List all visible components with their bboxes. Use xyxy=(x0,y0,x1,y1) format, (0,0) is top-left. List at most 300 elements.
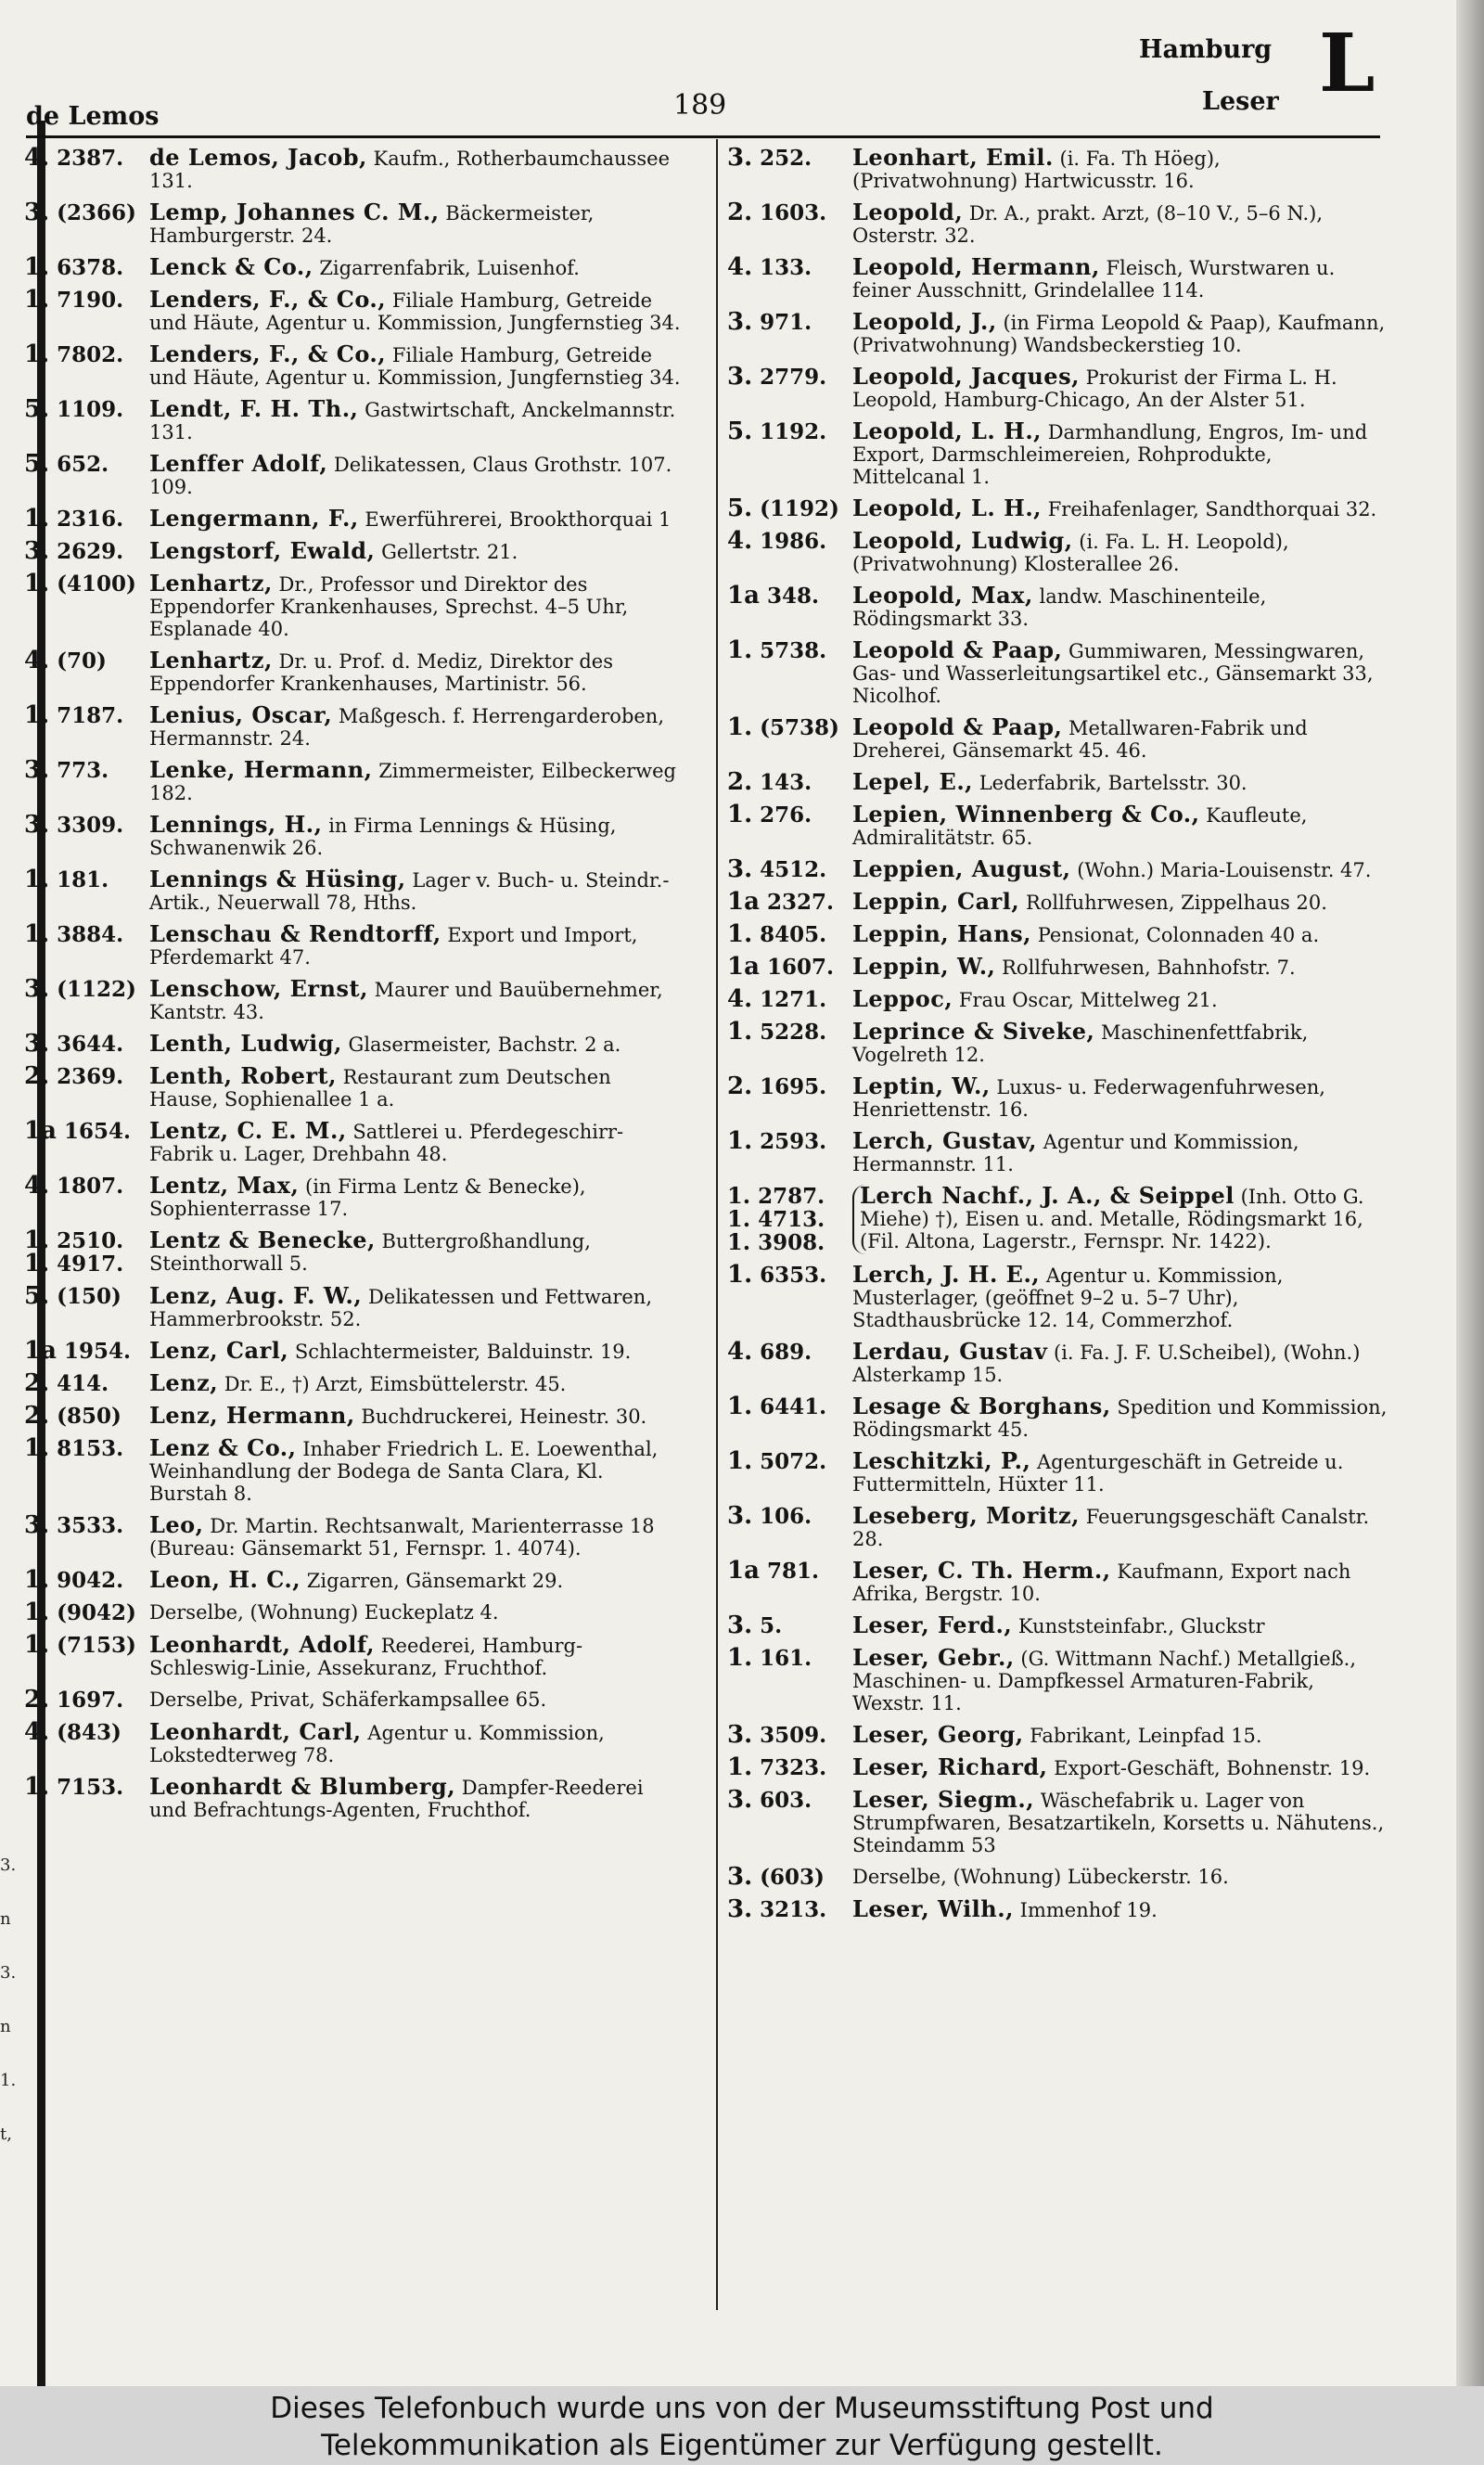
phone-numbers xyxy=(727,1644,852,1714)
entry-details: Zigarren, Gänsemarkt 29. xyxy=(306,1570,564,1592)
entry-name: Lenke, Hermann, xyxy=(149,756,373,783)
phone-number xyxy=(24,1172,149,1200)
entry-body xyxy=(852,1018,1388,1066)
entry-details: Agentur und Kommission, Hermannstr. 11. xyxy=(852,1131,1299,1175)
phone-number xyxy=(727,1863,852,1891)
entry-body xyxy=(852,1786,1388,1856)
phone-numbers xyxy=(727,1395,852,1441)
phone-number xyxy=(727,584,852,608)
exchange-zone: 3. xyxy=(727,1863,753,1891)
entry-name: Lenffer Adolf, xyxy=(149,450,328,477)
phone-numbers xyxy=(24,701,149,750)
listing-entry xyxy=(727,1502,1388,1550)
exchange-zone: 3. xyxy=(727,1502,753,1530)
entry-name: Lennings, H., xyxy=(149,811,323,838)
entry-body xyxy=(149,1030,684,1057)
entry-details: (Wohn.) Maria-Louisenstr. 47. xyxy=(1077,859,1372,881)
entry-name: Lenth, Robert, xyxy=(149,1062,337,1089)
entry-details: Glasermeister, Bachstr. 2 a. xyxy=(348,1034,621,1056)
exchange-zone: 1. xyxy=(24,1226,50,1254)
phone-number xyxy=(727,768,852,796)
entry-body xyxy=(852,1127,1388,1175)
phone-numbers xyxy=(24,1226,149,1277)
entry-body xyxy=(852,253,1388,302)
entry-body xyxy=(149,1337,684,1364)
listing-entry xyxy=(727,417,1388,488)
listing-entry xyxy=(24,1434,684,1505)
header-last-entry: Leser xyxy=(1202,87,1279,116)
phone-numbers xyxy=(24,1062,149,1111)
entry-details: Agentur u. Kommission, Lokstedterweg 78. xyxy=(149,1722,605,1766)
phone-numbers xyxy=(24,572,149,640)
entry-details: Agenturgeschäft in Getreide u. Futtermitteln, Hüxter 11. xyxy=(852,1451,1344,1496)
entry-details: (Inh. Otto G. Miehe) †), Eisen u. and. Metalle, Rödingsmarkt 16, (Fil. Altona, Lagerstr., Fernspr. Nr. 1422). xyxy=(860,1186,1364,1252)
phone-no: 7190. xyxy=(57,288,124,313)
listing-entry xyxy=(24,1030,684,1058)
entry-name: Lentz, Max, xyxy=(149,1172,300,1199)
entry-body xyxy=(149,507,684,531)
phone-number xyxy=(24,1030,149,1058)
phone-number xyxy=(24,253,149,281)
phone-no: 971. xyxy=(760,310,812,335)
phone-numbers xyxy=(727,953,852,981)
entry-name: Lengstorf, Ewald, xyxy=(149,537,376,564)
phone-no: 1654. xyxy=(63,1119,131,1144)
phone-numbers xyxy=(24,1282,149,1330)
phone-number xyxy=(727,1261,852,1289)
listing-entry xyxy=(727,713,1388,762)
exchange-zone: 3. xyxy=(727,1721,753,1749)
listing-entry xyxy=(727,1395,1388,1441)
phone-numbers xyxy=(24,868,149,914)
entry-details: Buttergroßhandlung, Steinthorwall 5. xyxy=(149,1230,591,1275)
phone-no: 2787. xyxy=(758,1184,825,1209)
exchange-zone: 3. xyxy=(24,1511,50,1539)
entry-name: Lentz & Benecke, xyxy=(149,1226,376,1253)
phone-no: 1986. xyxy=(760,529,827,554)
entry-name: Leppin, Hans, xyxy=(852,920,1032,947)
entry-name: Leo, xyxy=(149,1511,204,1538)
entry-details: Lederfabrik, Bartelsstr. 30. xyxy=(979,772,1247,794)
entry-body xyxy=(852,888,1388,915)
entry-details: Derselbe, Privat, Schäferkampsallee 65. xyxy=(149,1688,547,1711)
listing-entry xyxy=(727,1644,1388,1714)
listing-entry xyxy=(24,395,684,443)
phone-number xyxy=(24,1718,149,1746)
phone-numbers xyxy=(727,855,852,883)
exchange-zone: 4. xyxy=(24,1172,50,1200)
entry-details: landw. Maschinenteile, Rödingsmarkt 33. xyxy=(852,585,1267,630)
exchange-zone: 1. xyxy=(24,866,50,893)
exchange-zone: 3. xyxy=(24,811,50,839)
phone-numbers xyxy=(727,713,852,762)
listing-entry xyxy=(727,1753,1388,1781)
phone-numbers xyxy=(24,1369,149,1397)
entry-details: Export-Geschäft, Bohnenstr. 19. xyxy=(1054,1757,1371,1779)
phone-no: 4917. xyxy=(57,1252,124,1277)
exchange-zone: 2. xyxy=(727,768,753,796)
entry-details: Kaufmann, Export nach Afrika, Bergstr. 10. xyxy=(852,1560,1351,1605)
exchange-zone: 4. xyxy=(24,144,50,172)
entry-details: Feuerungsgeschäft Canalstr. 28. xyxy=(852,1506,1370,1550)
phone-number xyxy=(727,920,852,948)
exchange-zone: 3. xyxy=(727,308,753,336)
phone-numbers xyxy=(727,1338,852,1386)
phone-number xyxy=(727,953,852,981)
phone-number xyxy=(727,308,852,336)
phone-number xyxy=(727,985,852,1013)
entry-details: Restaurant zum Deutschen Hause, Sophienallee 1 a. xyxy=(149,1066,611,1111)
entry-name: Lesage & Borghans, xyxy=(852,1393,1111,1419)
entry-body xyxy=(149,253,684,280)
phone-numbers xyxy=(727,1502,852,1550)
exchange-zone: 3. xyxy=(24,756,50,784)
listing-entry xyxy=(24,1511,684,1560)
entry-details: Dr. A., prakt. Arzt, (8–10 V., 5–6 N.), Osterstr. 32. xyxy=(852,202,1324,247)
phone-no: (5738) xyxy=(760,715,839,740)
listing-entry xyxy=(727,1127,1388,1175)
phone-number xyxy=(727,494,852,522)
listing-entry xyxy=(24,1773,684,1821)
phone-no: 1697. xyxy=(57,1688,124,1713)
phone-no: (9042) xyxy=(57,1600,136,1625)
listing-entry xyxy=(24,1718,684,1766)
entry-body xyxy=(149,868,684,914)
listing-entry xyxy=(727,1338,1388,1386)
entry-details: Export und Import, Pferdemarkt 47. xyxy=(149,924,638,969)
entry-body xyxy=(149,1566,684,1593)
phone-number xyxy=(24,144,149,172)
phone-no: 1807. xyxy=(57,1174,124,1199)
entry-name: Leprince & Siveke, xyxy=(852,1018,1095,1045)
header-city: Hamburg xyxy=(1139,35,1273,64)
entry-name: Leonhart, Emil. xyxy=(852,144,1054,171)
entry-name: Leschitzki, P., xyxy=(852,1447,1031,1474)
entry-name: Lenders, F., & Co., xyxy=(149,286,387,313)
entry-details: Dr., Professor und Direktor des Eppendorfer Krankenhauses, Sprechst. 4–5 Uhr, Esplanade 40. xyxy=(149,573,629,640)
entry-details: Delikatessen, Claus Grothstr. 107. 109. xyxy=(149,454,672,498)
entry-body xyxy=(149,975,684,1023)
entry-name: Lenck & Co., xyxy=(149,253,313,280)
phone-no: (843) xyxy=(57,1720,122,1745)
exchange-zone: 4. xyxy=(24,1718,50,1746)
phone-numbers xyxy=(727,417,852,488)
section-letter: L xyxy=(1319,17,1375,110)
phone-no: 8405. xyxy=(760,922,827,947)
phone-no: 1603. xyxy=(760,200,827,225)
phone-number xyxy=(727,1611,852,1639)
exchange-zone: 1. xyxy=(727,1127,753,1155)
phone-no: 348. xyxy=(766,584,819,609)
phone-numbers xyxy=(727,1127,852,1175)
edge-fragment: t, xyxy=(0,2125,12,2144)
entry-details: Metallwaren-Fabrik und Dreherei, Gänsemarkt 45. 46. xyxy=(852,717,1308,762)
phone-number xyxy=(24,1566,149,1594)
phone-no: 2629. xyxy=(57,539,124,564)
entry-name: Leopold, Jacques, xyxy=(852,363,1080,390)
listing-entry xyxy=(24,1688,684,1712)
listing-entry xyxy=(24,286,684,334)
phone-no: (4100) xyxy=(57,571,136,597)
phone-number xyxy=(727,253,852,281)
exchange-zone: 3. xyxy=(727,363,753,391)
entry-body xyxy=(852,803,1388,849)
entry-details: (G. Wittmann Nachf.) Metallgieß., Maschinen- u. Dampfkessel Armaturen-Fabrik, Wexstr. 11. xyxy=(852,1648,1356,1714)
phone-no: 414. xyxy=(57,1371,109,1396)
entry-name: Lenz, Carl, xyxy=(149,1337,289,1364)
listing-entry xyxy=(24,1172,684,1220)
exchange-zone: 1. xyxy=(727,1447,753,1475)
phone-numbers xyxy=(727,636,852,707)
entry-body xyxy=(852,201,1388,247)
phone-no: (1192) xyxy=(760,496,839,521)
phone-numbers xyxy=(24,1434,149,1505)
entry-name: Leppin, W., xyxy=(852,953,996,980)
exchange-zone: 1. xyxy=(24,1566,50,1594)
phone-numbers xyxy=(24,1402,149,1430)
listing-entry xyxy=(727,985,1388,1013)
entry-body xyxy=(852,1447,1388,1496)
entry-details: Luxus- u. Federwagenfuhrwesen, Henriettenstr. 16. xyxy=(852,1076,1325,1121)
exchange-zone: 5. xyxy=(727,494,753,522)
phone-no: 1271. xyxy=(760,987,827,1012)
header-first-entry: de Lemos xyxy=(26,102,160,131)
phone-no: 2779. xyxy=(760,365,827,390)
exchange-zone: 4. xyxy=(727,1338,753,1366)
phone-numbers xyxy=(24,450,149,498)
phone-number xyxy=(727,201,852,225)
phone-number xyxy=(727,855,852,883)
entry-body xyxy=(852,953,1388,980)
phone-number xyxy=(24,1369,149,1397)
exchange-zone: 1. xyxy=(24,1773,50,1801)
phone-no: 5. xyxy=(760,1613,783,1638)
entry-name: Lerch, J. H. E., xyxy=(852,1261,1041,1288)
phone-no: 7802. xyxy=(57,342,124,367)
entry-name: Leppien, August, xyxy=(852,855,1071,882)
phone-numbers xyxy=(24,1337,149,1365)
entry-details: Rollfuhrwesen, Zippelhaus 20. xyxy=(1025,892,1327,914)
phone-numbers xyxy=(727,888,852,916)
entry-details: Gastwirtschaft, Anckelmannstr. 131. xyxy=(149,399,676,443)
phone-numbers xyxy=(727,1863,852,1891)
entry-body xyxy=(149,920,684,969)
entry-body xyxy=(852,713,1388,762)
entry-details: Wäschefabrik u. Lager von Strumpfwaren, Besatzartikeln, Korsetts u. Nähutens., Steindamm 53 xyxy=(852,1790,1385,1856)
entry-name: Lenz & Co., xyxy=(149,1434,297,1461)
entry-details: Spedition und Kommission, Rödingsmarkt 45. xyxy=(852,1396,1388,1441)
listing-entry xyxy=(24,1117,684,1165)
phone-no: (7153) xyxy=(57,1633,136,1658)
phone-numbers xyxy=(727,1261,852,1331)
phone-no: 3309. xyxy=(57,813,124,838)
listing-entry xyxy=(727,1611,1388,1639)
phone-no: 161. xyxy=(760,1646,812,1671)
entry-name: Leonhardt, Carl, xyxy=(149,1718,362,1745)
phone-numbers xyxy=(727,1182,852,1255)
listing-entry xyxy=(24,201,684,247)
phone-no: 603. xyxy=(760,1788,812,1813)
entry-name: Leser, Gebr., xyxy=(852,1644,1015,1671)
entry-name: Lepien, Winnenberg & Co., xyxy=(852,801,1200,828)
entry-details: (in Firma Lentz & Benecke), Sophienterrasse 17. xyxy=(149,1175,586,1220)
phone-no: 1192. xyxy=(760,419,827,444)
entry-name: Leopold & Paap, xyxy=(852,636,1063,663)
exchange-zone: 1. xyxy=(727,713,753,741)
listing-entry xyxy=(24,1062,684,1111)
phone-numbers xyxy=(24,1117,149,1165)
exchange-zone: 1. xyxy=(24,920,50,948)
entry-details: Kaufleute, Admiralitätstr. 65. xyxy=(852,804,1308,849)
listing-entry xyxy=(24,701,684,750)
page-edge xyxy=(1456,0,1484,2386)
exchange-zone: 3. xyxy=(727,1895,753,1923)
listing-entry xyxy=(24,649,684,695)
entry-details: Kunststeinfabr., Gluckstr xyxy=(1017,1615,1265,1637)
exchange-zone: 1a xyxy=(24,1117,57,1145)
entry-body xyxy=(149,1631,684,1679)
entry-details: Darmhandlung, Engros, Im- und Export, Darmschleimereien, Rohprodukte, Mittelcanal 1. xyxy=(852,421,1368,488)
phone-number xyxy=(24,1631,149,1659)
entry-details: (in Firma Leopold & Paap), Kaufmann,(Privatwohnung) Wandsbeckerstieg 10. xyxy=(852,312,1386,356)
exchange-zone: 2. xyxy=(727,1072,753,1100)
phone-number xyxy=(727,888,852,916)
listing-entry xyxy=(24,811,684,859)
entry-name: Lerch, Gustav, xyxy=(852,1127,1037,1154)
phone-number xyxy=(24,756,149,784)
entry-name: Leopold, Ludwig, xyxy=(852,527,1073,554)
listing-entry xyxy=(727,494,1388,522)
phone-no: 5738. xyxy=(760,638,827,663)
entry-details: Zigarrenfabrik, Luisenhof. xyxy=(319,257,580,279)
entry-name: de Lemos, Jacob, xyxy=(149,144,367,171)
listing-entry xyxy=(727,1072,1388,1121)
entry-body xyxy=(149,1172,684,1220)
phone-no: 1954. xyxy=(63,1339,131,1364)
phone-numbers xyxy=(727,1447,852,1496)
listing-entry xyxy=(727,253,1388,302)
phone-no: (2366) xyxy=(57,200,136,225)
phone-no: (1122) xyxy=(57,977,136,1002)
phone-number xyxy=(727,527,852,555)
entry-body xyxy=(852,584,1388,630)
phone-number xyxy=(727,1753,852,1781)
phone-numbers xyxy=(24,395,149,443)
phone-no: 1109. xyxy=(57,397,124,422)
entry-details: Ewerführerei, Brookthorquai 1 xyxy=(365,508,672,531)
phone-numbers xyxy=(727,1786,852,1856)
entry-name: Lenius, Oscar, xyxy=(149,701,333,728)
entry-name: Lepel, E., xyxy=(852,768,974,795)
exchange-zone: 1. xyxy=(24,286,50,314)
phone-no: 6378. xyxy=(57,255,124,280)
phone-no: 276. xyxy=(760,802,812,828)
entry-name: Lemp, Johannes C. M., xyxy=(149,199,440,225)
entry-body xyxy=(852,1338,1388,1386)
entry-body xyxy=(852,1721,1388,1748)
exchange-zone: 1a xyxy=(727,1557,760,1585)
phone-no: 3644. xyxy=(57,1032,124,1057)
phone-no: 181. xyxy=(57,867,109,892)
listing-entry xyxy=(24,975,684,1023)
right-column xyxy=(727,144,1388,1931)
phone-numbers xyxy=(727,1753,852,1781)
entry-details: Gellertstr. 21. xyxy=(381,541,518,563)
phone-number xyxy=(727,1072,852,1100)
phone-number xyxy=(24,201,149,225)
phone-number xyxy=(727,417,852,445)
phone-no: 7187. xyxy=(57,703,124,728)
left-column xyxy=(24,144,684,1830)
entry-details: Derselbe, (Wohnung) Euckeplatz 4. xyxy=(149,1601,499,1624)
entry-body xyxy=(852,1753,1388,1780)
entry-name: Lenth, Ludwig, xyxy=(149,1030,342,1057)
phone-numbers xyxy=(24,1688,149,1712)
entry-details: Buchdruckerei, Heinestr. 30. xyxy=(361,1406,647,1428)
entry-details: Dr. u. Prof. d. Mediz, Direktor des Eppendorfer Krankenhauses, Martinistr. 56. xyxy=(149,650,613,695)
entry-name: Leopold, xyxy=(852,199,964,225)
phone-no: (603) xyxy=(760,1865,825,1890)
listing-entry xyxy=(727,1182,1388,1255)
phone-numbers xyxy=(727,201,852,247)
phone-number xyxy=(727,1895,852,1923)
phone-no: 2316. xyxy=(57,507,124,532)
phone-no: (150) xyxy=(57,1284,122,1309)
exchange-zone: 1. xyxy=(24,1631,50,1659)
exchange-zone: 1. xyxy=(727,636,753,664)
phone-number xyxy=(24,649,149,673)
phone-no: 5228. xyxy=(760,1020,827,1045)
exchange-zone: 3. xyxy=(727,144,753,172)
entry-details: Bäckermeister, Hamburgerstr. 24. xyxy=(149,202,595,247)
exchange-zone: 1. xyxy=(727,1261,753,1289)
entry-name: Lenz, xyxy=(149,1369,219,1396)
phone-no: 652. xyxy=(57,452,109,477)
entry-name: Lerdau, Gustav xyxy=(852,1338,1048,1365)
entry-body xyxy=(852,1395,1388,1441)
exchange-zone: 1. xyxy=(727,1644,753,1672)
entry-details: Freihafenlager, Sandthorquai 32. xyxy=(1047,498,1377,520)
entry-details: Pensionat, Colonnaden 40 a. xyxy=(1037,924,1320,946)
listing-entry xyxy=(727,636,1388,707)
phone-no: 7153. xyxy=(57,1775,124,1800)
exchange-zone: 2. xyxy=(24,1402,50,1430)
phone-no: 1607. xyxy=(766,955,834,980)
entry-body xyxy=(852,636,1388,707)
entry-body xyxy=(149,1369,684,1396)
phone-number xyxy=(727,1644,852,1672)
entry-name: Lerch Nachf., J. A., & Seippel xyxy=(860,1182,1235,1209)
phone-no: 3908. xyxy=(758,1230,825,1255)
listing-entry xyxy=(727,1557,1388,1605)
phone-no: 3509. xyxy=(760,1723,827,1748)
phone-numbers xyxy=(727,584,852,630)
phone-numbers xyxy=(24,1172,149,1220)
listing-entry xyxy=(727,201,1388,247)
phone-numbers xyxy=(24,1773,149,1821)
entry-details: (i. Fa. L. H. Leopold), (Privatwohnung) Klosterallee 26. xyxy=(852,531,1289,575)
listing-entry xyxy=(24,450,684,498)
entry-body xyxy=(852,855,1388,882)
phone-number xyxy=(727,363,852,391)
entry-body xyxy=(149,1117,684,1165)
entry-name: Lennings & Hüsing, xyxy=(149,866,406,892)
phone-numbers xyxy=(24,537,149,565)
phone-number xyxy=(727,1338,852,1366)
phone-numbers xyxy=(727,527,852,575)
footer-line-2: Telekommunikation als Eigentümer zur Verfügung gestellt. xyxy=(321,2429,1163,2462)
phone-numbers xyxy=(727,1895,852,1923)
